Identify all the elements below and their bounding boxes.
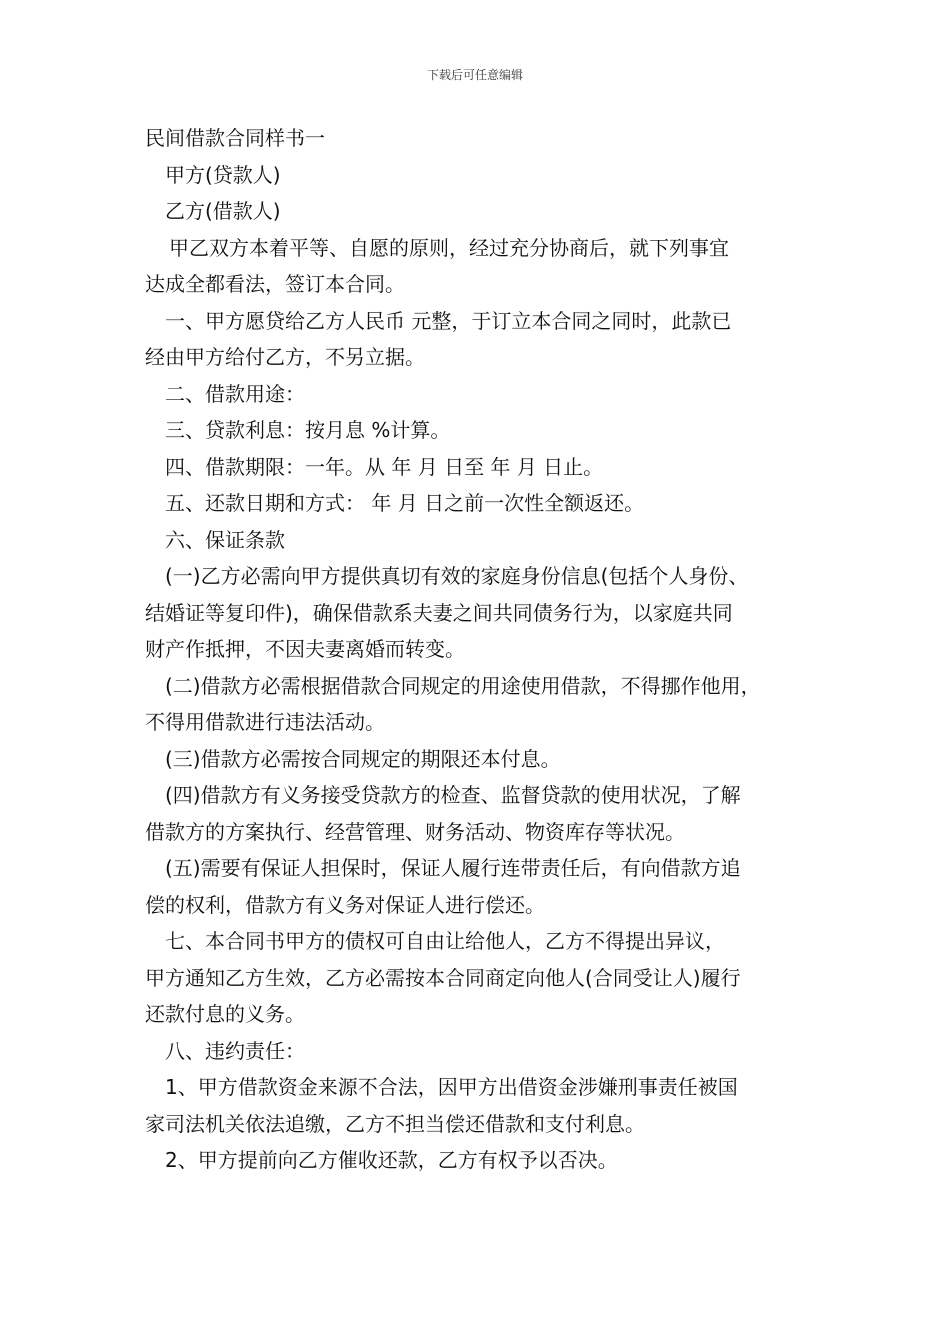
paragraph (145, 668, 810, 741)
paragraph (145, 1069, 810, 1142)
paragraph (145, 850, 810, 923)
paragraph-line: 借款方的方案执行、经营管理、财务活动、物资库存等状况。 (145, 819, 685, 844)
paragraph-line: 财产作抵押，不因夫妻离婚而转变。 (145, 637, 465, 661)
paragraph-line: 偿的权利，借款方有义务对保证人进行偿还。 (145, 892, 545, 917)
paragraph (145, 303, 810, 376)
paragraph-line: (一)乙方必需向甲方提供真切有效的家庭身份信息(包括个人身份、 (165, 564, 749, 588)
paragraph-line: 甲方(贷款人) (165, 162, 281, 187)
paragraph-line: 一、甲方愿贷给乙方人民币 元整，于订立本合同之同时，此款已 (165, 308, 732, 333)
paragraph (145, 376, 810, 413)
paragraph (145, 1142, 810, 1179)
document-body (145, 120, 810, 1179)
paragraph-line: 三、贷款利息：按月息 %计算。 (165, 418, 451, 442)
document-title: 民间借款合同样书一 (145, 126, 325, 150)
paragraph (145, 449, 810, 486)
paragraph (145, 412, 810, 449)
paragraph-line: 五、还款日期和方式： 年 月 日之前一次性全额返还。 (165, 491, 645, 515)
paragraph-line: 经由甲方给付乙方，不另立据。 (145, 345, 425, 369)
paragraph (145, 193, 810, 230)
paragraph-line: 甲乙双方本着平等、自愿的原则，经过充分协商后，就下列事宜 (169, 235, 729, 260)
paragraph-line: 家司法机关依法追缴，乙方不担当偿还借款和支付利息。 (145, 1111, 645, 1136)
page-header-note: 下载后可任意编辑 (426, 68, 523, 82)
paragraph (145, 558, 810, 668)
paragraph (145, 157, 810, 194)
paragraph (145, 777, 810, 850)
paragraph-line: 乙方(借款人) (165, 199, 281, 223)
paragraph (145, 741, 810, 778)
paragraph (145, 522, 810, 559)
paragraph-line: 四、借款期限：一年。从 年 月 日至 年 月 日止。 (165, 454, 604, 479)
paragraph-line: 甲方通知乙方生效，乙方必需按本合同商定向他人(合同受让人)履行 (145, 965, 741, 990)
paragraph-line: 七、本合同书甲方的债权可自由让给他人，乙方不得提出异议， (165, 929, 725, 953)
paragraph-line: 不得用借款进行违法活动。 (145, 710, 385, 734)
paragraph-line: 八、违约责任： (165, 1038, 305, 1063)
paragraph-line: 还款付息的义务。 (145, 1002, 305, 1026)
paragraph-line: 达成全都看法，签订本合同。 (145, 272, 405, 296)
paragraph-line: 2、甲方提前向乙方催收还款，乙方有权予以否决。 (165, 1148, 618, 1172)
paragraph-line: (四)借款方有义务接受贷款方的检查、监督贷款的使用状况，了解 (165, 783, 741, 807)
paragraph-line: (三)借款方必需按合同规定的期限还本付息。 (165, 746, 561, 771)
paragraph (145, 923, 810, 1033)
paragraph (145, 230, 810, 303)
paragraph-line: (五)需要有保证人担保时，保证人履行连带责任后，有向借款方追 (165, 856, 741, 880)
paragraph-line: 结婚证等复印件)，确保借款系夫妻之间共同债务行为，以家庭共同 (145, 600, 733, 625)
paragraph (145, 485, 810, 522)
paragraph-line: 1、甲方借款资金来源不合法，因甲方出借资金涉嫌刑事责任被国 (165, 1075, 738, 1099)
paragraph-line: 六、保证条款 (165, 527, 285, 552)
paragraph (145, 1033, 810, 1070)
paragraph-line: (二)借款方必需根据借款合同规定的用途使用借款，不得挪作他用， (165, 673, 761, 698)
paragraph-line: 二、借款用途： (165, 381, 305, 406)
